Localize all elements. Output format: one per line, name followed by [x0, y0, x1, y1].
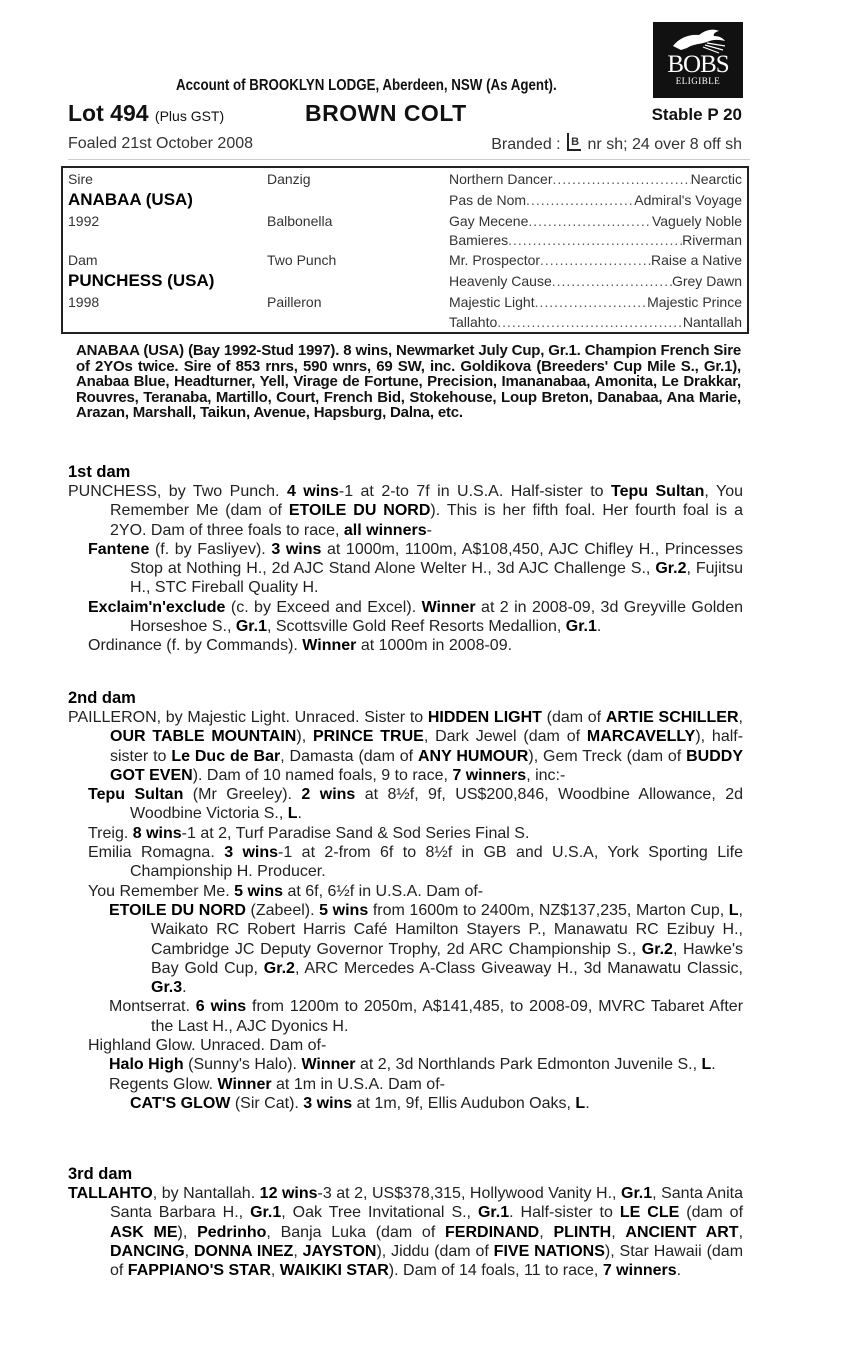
dam-name: PUNCHESS (USA) [68, 271, 215, 290]
section-heading: 1st dam [68, 463, 131, 481]
pedigree-entry: Exclaim'n'exclude (c. by Exceed and Excel). Winner at 2 in 2008-09, 3d Greyville Golden Horseshoe S., Gr.1, Scottsville Gold Reef Resorts Medallion, Gr.1. [88, 598, 743, 636]
pedigree-entry: PAILLERON, by Majestic Light. Unraced. Sister to HIDDEN LIGHT (dam of ARTIE SCHILLER, OUR TABLE MOUNTAIN), PRINCE TRUE, Dark Jewel (dam of MARCAVELLY), half-sister to Le Duc de Bar, Damasta (dam of ANY HUMOUR), Gem Treck (dam of BUDDY GOT EVEN). Dam of 10 named foals, 9 to race, 7 winners, inc:- [68, 709, 744, 784]
dam-dam: Pailleron [267, 294, 322, 310]
pedigree-entry: TALLAHTO, by Nantallah. 12 wins-3 at 2, US$378,315, Hollywood Vanity H., Gr.1, Santa Anita Santa Barbara H., Gr.1, Oak Tree Invitational S., Gr.1. Half-sister to LE CLE (dam of ASK ME), Pedrinho, Banja Luka (dam of FERDINAND, PLINTH, ANCIENT ART, DANCING, DONNA INEZ, JAYSTON), Jiddu (dam of FIVE NATIONS), Star Hawaii (dam of FAPPIANO'S STAR, WAIKIKI STAR). Dam of 14 foals, 11 to race, 7 winners. [68, 1185, 744, 1280]
dam-label: Dam [68, 252, 98, 268]
foaled-date: Foaled 21st October 2008 [68, 135, 254, 152]
third-gen-row: Bamieres ..... Riverman [449, 232, 742, 248]
third-gen-row: Gay Mecene ..... Vaguely Noble [449, 213, 742, 229]
section-heading: 3rd dam [68, 1165, 133, 1183]
header-divider [68, 159, 750, 160]
sire-sire: Danzig [267, 171, 311, 187]
vendor-account: Account of BROOKLYN LODGE, Aberdeen, NSW (As Agent). [176, 77, 557, 94]
pedigree-entry: PUNCHESS, by Two Punch. 4 wins-1 at 2-to 7f in U.S.A. Half-sister to Tepu Sultan, You Remember Me (dam of ETOILE DU NORD). This is her fifth foal. Her fourth foal is a 2YO. Dam of three foals to race, all winners- [68, 483, 743, 539]
logo-subtitle: ELIGIBLE [675, 76, 721, 86]
logo-wordmark: BOBS [667, 51, 729, 78]
section-2nd-dam [68, 689, 743, 1113]
third-gen-row: Mr. Prospector ..... Raise a Native [449, 252, 742, 268]
brand-mark-icon: B [567, 133, 581, 151]
pedigree-entry: ETOILE DU NORD (Zabeel). 5 wins from 1600m to 2400m, NZ$137,235, Marton Cup, L, Waikato RC Robert Harris Café Hamilton Stayers P., Manawatu RC Ezibuy H., Cambridge JC Deputy Governor Trophy, 2d ARC Championship S., Gr.2, Hawke's Bay Gold Cup, Gr.2, ARC Mercedes A-Class Giveaway H., 3d Manawatu Classic, Gr.3. [109, 901, 743, 997]
sire-summary: ANABAA (USA) (Bay 1992-Stud 1997). 8 wins, Newmarket July Cup, Gr.1. Champion French Sire of 2YOs twice. Sire of 853 rnrs, 590 wnrs, 69 SW, inc. Goldikova (Breeders' Cup Mile S., Gr.1), Anabaa Blue, Headturner, Yell, Virage de Fortune, Precision, Imananabaa, Amonita, Le Drakkar, Rouvres, Teranaba, Martillo, Court, French Bid, Stokehouse, Loup Breton, Danabaa, Ana Marie, Arazan, Marshall, Taikun, Avenue, Hapsburg, Dalna, etc. [76, 342, 741, 421]
sire-name: ANABAA (USA) [68, 190, 193, 209]
third-gen-row: Northern Dancer ..... Nearctic [449, 171, 742, 187]
pedigree-table [61, 166, 749, 334]
dam-sire: Two Punch [267, 252, 337, 268]
pedigree-entry: Regents Glow. Winner at 1m in U.S.A. Dam of- [109, 1075, 445, 1093]
pedigree-entry: Ordinance (f. by Commands). Winner at 1000m in 2008-09. [88, 637, 513, 655]
branded-label: Branded : [491, 136, 561, 153]
section-1st-dam [68, 463, 743, 656]
branded-detail: nr sh; 24 over 8 off sh [587, 136, 742, 153]
third-gen-row: Tallahto ..... Nantallah [449, 314, 742, 330]
lot-number [68, 100, 224, 127]
horse-head-icon [667, 26, 729, 54]
lot-title: BROWN COLT [305, 100, 467, 126]
pedigree-entry: Highland Glow. Unraced. Dam of- [88, 1037, 327, 1055]
pedigree-entry: Emilia Romagna. 3 wins-1 at 2-from 6f to 8½f in GB and U.S.A, York Sporting Life Championship H. Producer. [88, 844, 744, 881]
section-body [68, 1184, 743, 1280]
pedigree-entry: Tepu Sultan (Mr Greeley). 2 wins at 8½f, 9f, US$200,846, Woodbine Allowance, 2d Woodbine Victoria S., L. [88, 786, 744, 823]
section-body [68, 482, 743, 656]
lot-line [68, 100, 742, 128]
pedigree-entry: Fantene (f. by Fasliyev). 3 wins at 1000m, 1100m, A$108,450, AJC Chifley H., Princesses Stop at Nothing H., 2d AJC Stand Alone Welter H., 3d AJC Challenge S., Gr.2, Fujitsu H., STC Fireball Quality H. [88, 540, 744, 597]
sire-label: Sire [68, 171, 93, 187]
section-heading: 2nd dam [68, 689, 136, 707]
sire-dam: Balbonella [267, 213, 333, 229]
lot-note: (Plus GST) [154, 108, 225, 124]
lot-label: Lot 494 [68, 100, 149, 126]
pedigree-entry: You Remember Me. 5 wins at 6f, 6½f in U.S.A. Dam of- [88, 882, 484, 900]
bobs-eligible-logo [653, 22, 743, 98]
sire-year: 1992 [68, 213, 100, 229]
third-gen-row: Pas de Nom ..... Admiral's Voyage [449, 192, 742, 208]
pedigree-entry: Montserrat. 6 wins from 1200m to 2050m, A$141,485, to 2008-09, MVRC Tabaret After the Last H., AJC Dyonics H. [109, 998, 744, 1035]
section-3rd-dam [68, 1165, 743, 1280]
pedigree-entry: Halo High (Sunny's Halo). Winner at 2, 3d Northlands Park Edmonton Juvenile S., L. [109, 1056, 716, 1074]
dam-year: 1998 [68, 294, 100, 310]
stable-location: Stable P 20 [651, 105, 742, 124]
third-gen-row: Heavenly Cause ..... Grey Dawn [449, 273, 742, 289]
pedigree-entry: Treig. 8 wins-1 at 2, Turf Paradise Sand & Sod Series Final S. [88, 824, 530, 842]
branded-info [491, 133, 742, 154]
section-body [68, 708, 743, 1113]
pedigree-entry: CAT'S GLOW (Sir Cat). 3 wins at 1m, 9f, Ellis Audubon Oaks, L. [130, 1094, 590, 1112]
third-gen-row: Majestic Light ..... Majestic Prince [449, 294, 742, 310]
